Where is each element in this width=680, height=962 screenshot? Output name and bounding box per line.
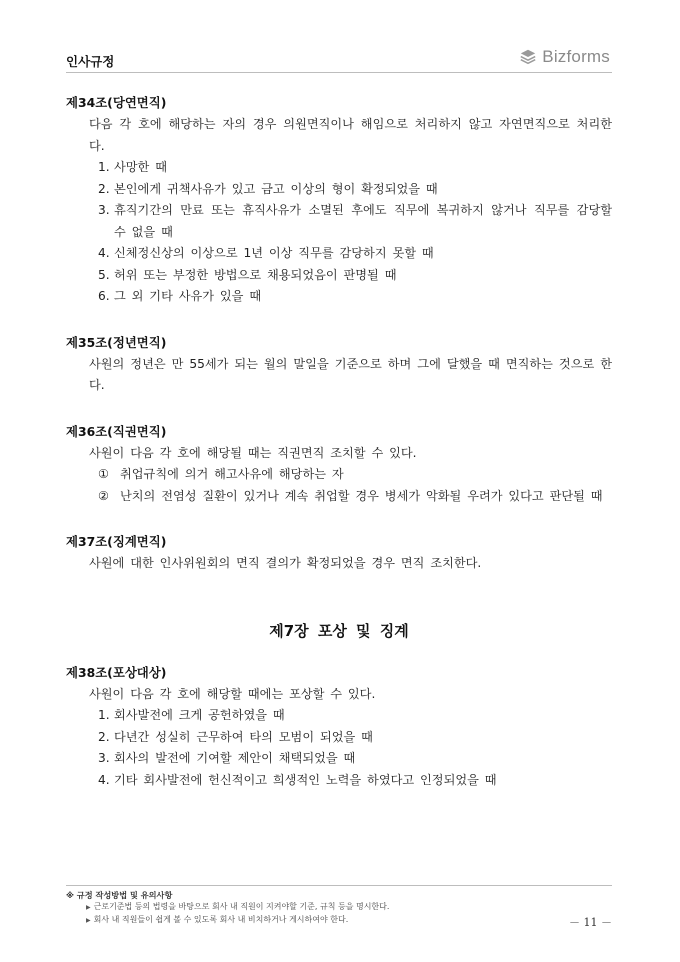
item-text: 허위 또는 부정한 방법으로 채용되었음이 판명될 때 — [114, 267, 397, 282]
list-item — [98, 265, 612, 287]
article-body: 사원에 대한 인사위원회의 면직 결의가 확정되었을 경우 면직 조치한다. — [89, 556, 482, 570]
article-title: 제36조(직권면직) — [66, 423, 167, 439]
triangle-right-icon: ▶ — [86, 904, 91, 911]
item-text: 신체정신상의 이상으로 1년 이상 직무를 감당하지 못할 때 — [114, 246, 434, 260]
list-item — [98, 748, 612, 770]
item-number: 4. — [98, 772, 110, 787]
item-number: ① — [98, 467, 109, 481]
page-number: － 11 － — [569, 916, 612, 929]
list-item — [98, 179, 612, 201]
footer-note-text: 근로기준법 등의 법령을 바탕으로 회사 내 직원이 지켜야할 기준, 규칙 등을 명시한다. — [93, 902, 390, 911]
item-number: 5. — [98, 267, 110, 282]
triangle-right-icon: ▶ — [86, 917, 91, 924]
list-item — [98, 200, 612, 243]
item-number: ② — [98, 488, 109, 503]
article-38 — [66, 665, 612, 792]
article-title: 제37조(징계면직) — [66, 534, 167, 549]
list-item — [98, 157, 612, 179]
article-34 — [66, 95, 612, 308]
list-item — [98, 286, 612, 308]
bizforms-logo — [519, 47, 610, 67]
footer-note — [66, 901, 612, 914]
item-number: 6. — [98, 289, 110, 303]
article-item-list — [66, 705, 612, 791]
page-footer — [66, 885, 612, 927]
item-number: 3. — [98, 751, 110, 765]
footer-title: ※ 규정 작성방법 및 유의사항 — [66, 890, 173, 900]
item-text: 사망한 때 — [114, 160, 167, 174]
list-item — [98, 464, 612, 486]
footer-note-text: 회사 내 직원들이 쉽게 볼 수 있도록 회사 내 비치하거나 게시하여야 한다. — [93, 915, 349, 924]
item-text: 기타 회사발전에 헌신적이고 희생적인 노력을 하였다고 인정되었을 때 — [114, 772, 497, 787]
list-item — [98, 243, 612, 265]
item-number: 4. — [98, 246, 110, 260]
article-body: 사원의 정년은 만 55세가 되는 월의 말일을 기준으로 하며 그에 달했을 때 면직하는 것으로 한다. — [89, 356, 612, 392]
item-number: 2. — [98, 181, 110, 196]
footer-note — [66, 914, 612, 927]
list-item — [98, 727, 612, 749]
item-text: 회사발전에 크게 공헌하였을 때 — [114, 708, 285, 722]
item-text: 그 외 기타 사유가 있을 때 — [114, 289, 262, 303]
item-number: 1. — [98, 160, 110, 174]
article-title: 제38조(포상대상) — [66, 664, 167, 680]
article-title: 제34조(당연면직) — [66, 95, 167, 110]
article-item-list — [66, 464, 612, 507]
item-number: 3. — [98, 203, 110, 217]
item-number: 1. — [98, 708, 110, 722]
list-item — [98, 705, 612, 727]
list-item — [98, 770, 612, 792]
item-text: 취업규칙에 의거 해고사유에 해당하는 자 — [120, 467, 344, 481]
item-text: 다년간 성실히 근무하여 타의 모범이 되었을 때 — [114, 729, 373, 744]
item-text: 난치의 전염성 질환이 있거나 계속 취업할 경우 병세가 악화될 우려가 있다고 판단될 때 — [120, 488, 603, 503]
chapter-heading: 제7장 포상 및 징계 — [269, 621, 409, 640]
article-item-list — [66, 157, 612, 308]
item-text: 본인에게 귀책사유가 있고 금고 이상의 형이 확정되었을 때 — [114, 181, 438, 196]
article-title: 제35조(정년면직) — [66, 334, 167, 350]
layers-icon — [519, 48, 537, 66]
article-body: 다음 각 호에 해당하는 자의 경우 의원면직이나 해임으로 처리하지 않고 자연면직으로 처리한다. — [89, 117, 612, 153]
page-content — [66, 95, 612, 818]
page-header — [66, 44, 612, 73]
article-body: 사원이 다음 각 호에 해당할 때에는 포상할 수 있다. — [89, 686, 376, 701]
document-title: 인사규정 — [66, 54, 115, 69]
logo-text: Bizforms — [542, 47, 610, 66]
item-text: 회사의 발전에 기여할 제안이 채택되었을 때 — [114, 751, 356, 765]
article-35 — [66, 335, 612, 397]
item-number: 2. — [98, 729, 110, 744]
article-37 — [66, 534, 612, 575]
item-text: 휴직기간의 만료 또는 휴직사유가 소멸된 후에도 직무에 복귀하지 않거나 직무를 감당할 수 없을 때 — [114, 203, 612, 239]
article-36 — [66, 424, 612, 508]
article-body: 사원이 다음 각 호에 해당될 때는 직권면직 조치할 수 있다. — [89, 445, 417, 460]
list-item — [98, 486, 612, 508]
